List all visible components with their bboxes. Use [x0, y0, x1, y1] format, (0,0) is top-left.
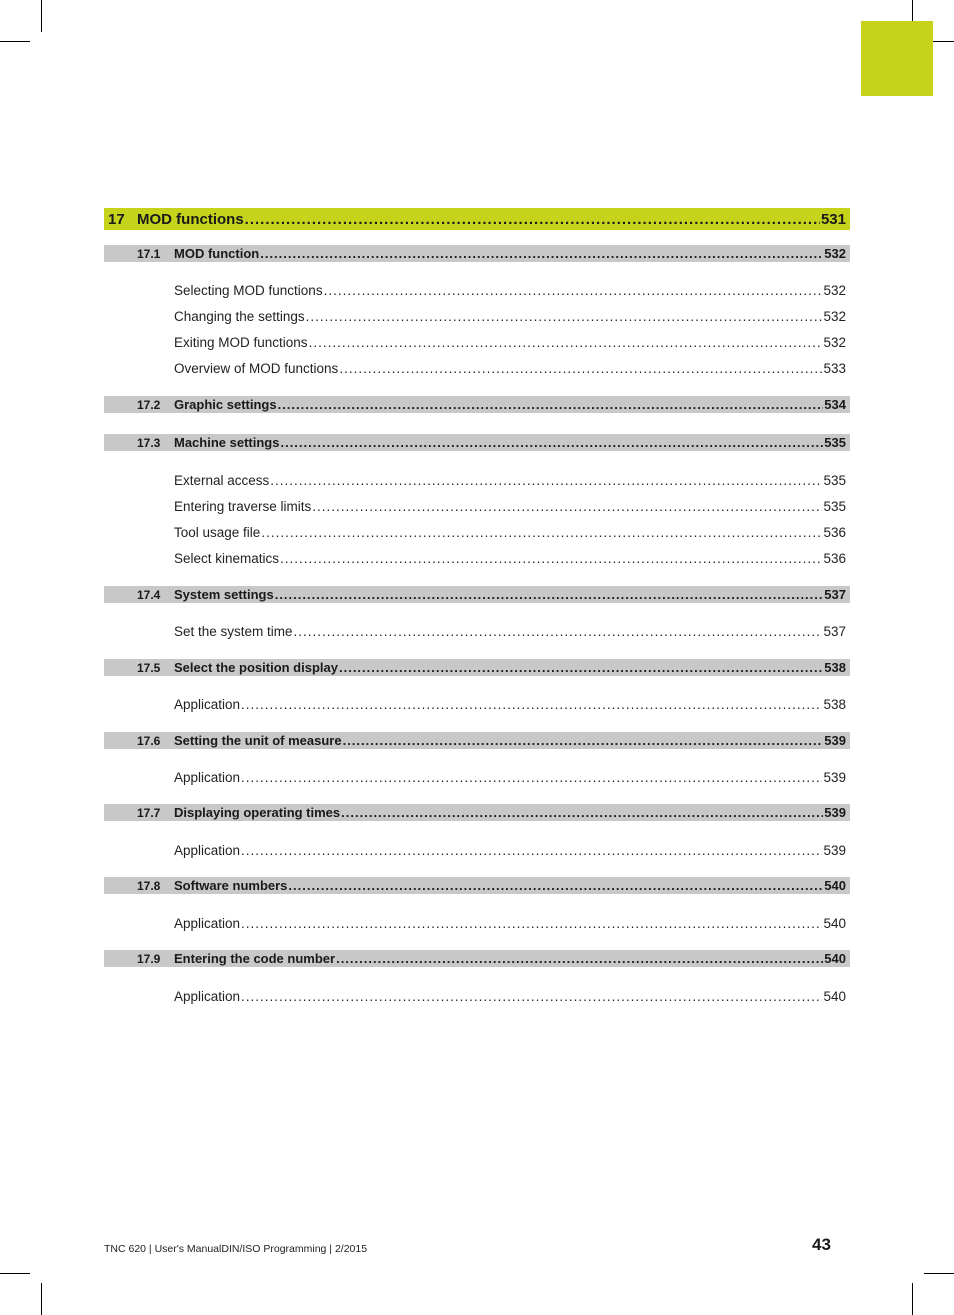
entry-page: 532	[823, 334, 846, 350]
chapter-page: 531	[820, 210, 846, 228]
entry-page: 536	[823, 550, 846, 566]
section-page: 532	[824, 246, 846, 261]
leader-dots	[270, 473, 822, 488]
toc-section-row[interactable]	[104, 659, 850, 676]
section-title: Select the position display	[174, 660, 338, 675]
section-number: 17.3	[137, 435, 161, 450]
leader-dots	[280, 435, 823, 450]
leader-dots	[339, 361, 822, 376]
toc-entry-row[interactable]	[174, 841, 846, 859]
section-title: Machine settings	[174, 435, 280, 450]
entry-title: Entering traverse limits	[174, 498, 312, 514]
entry-page: 532	[823, 308, 846, 324]
toc-entry-row[interactable]	[174, 523, 846, 541]
entry-page: 535	[823, 498, 846, 514]
crop-mark	[0, 1273, 30, 1274]
toc-entry-row[interactable]	[174, 333, 846, 351]
entry-page: 536	[823, 524, 846, 540]
chapter-tab-marker	[861, 21, 933, 96]
crop-mark	[0, 41, 30, 42]
entry-title: Application	[174, 915, 241, 931]
entry-title: Tool usage file	[174, 524, 261, 540]
toc-entry-row[interactable]	[174, 359, 846, 377]
section-page: 540	[824, 878, 846, 893]
entry-title: External access	[174, 472, 270, 488]
crop-mark	[41, 0, 42, 32]
section-number: 17.4	[137, 587, 161, 602]
leader-dots	[241, 697, 822, 712]
leader-dots	[241, 770, 822, 785]
section-title: Setting the unit of measure	[174, 733, 342, 748]
toc-chapter-row[interactable]	[104, 208, 850, 230]
entry-title: Changing the settings	[174, 308, 305, 324]
toc-entry-row[interactable]	[174, 768, 846, 786]
entry-page: 533	[823, 360, 846, 376]
section-title: Displaying operating times	[174, 805, 341, 820]
leader-dots	[241, 916, 822, 931]
entry-page: 539	[823, 769, 846, 785]
entry-title: Set the system time	[174, 623, 293, 639]
toc-entry-row[interactable]	[174, 281, 846, 299]
chapter-title: MOD functions	[137, 210, 244, 228]
toc-section-row[interactable]	[104, 804, 850, 821]
section-title: Graphic settings	[174, 397, 277, 412]
entry-page: 540	[823, 988, 846, 1004]
leader-dots	[339, 660, 823, 675]
entry-title: Selecting MOD functions	[174, 282, 323, 298]
leader-dots	[260, 246, 823, 261]
page-footer: TNC 620 | User's ManualDIN/ISO Programming | 2/2015	[104, 1243, 368, 1255]
section-page: 537	[824, 587, 846, 602]
section-number: 17.7	[137, 805, 161, 820]
leader-dots	[309, 335, 823, 350]
entry-title: Overview of MOD functions	[174, 360, 339, 376]
toc-entry-row[interactable]	[174, 471, 846, 489]
toc-entry-row[interactable]	[174, 914, 846, 932]
toc-section-row[interactable]	[104, 245, 850, 262]
toc-section-row[interactable]	[104, 434, 850, 451]
section-page: 538	[824, 660, 846, 675]
toc-section-row[interactable]	[104, 586, 850, 603]
entry-title: Application	[174, 842, 241, 858]
leader-dots	[306, 309, 823, 324]
leader-dots	[288, 878, 823, 893]
entry-title: Select kinematics	[174, 550, 280, 566]
toc-section-row[interactable]	[104, 877, 850, 894]
entry-page: 540	[823, 915, 846, 931]
toc-section-row[interactable]	[104, 950, 850, 967]
crop-mark	[41, 1283, 42, 1315]
toc-entry-row[interactable]	[174, 497, 846, 515]
leader-dots	[241, 989, 822, 1004]
leader-dots	[280, 551, 822, 566]
toc-section-row[interactable]	[104, 732, 850, 749]
section-number: 17.8	[137, 878, 161, 893]
section-number: 17.6	[137, 733, 161, 748]
crop-mark	[924, 1273, 954, 1274]
entry-title: Application	[174, 696, 241, 712]
toc-entry-row[interactable]	[174, 695, 846, 713]
leader-dots	[324, 283, 823, 298]
leader-dots	[275, 587, 824, 602]
section-number: 17.5	[137, 660, 161, 675]
entry-page: 532	[823, 282, 846, 298]
entry-title: Exiting MOD functions	[174, 334, 308, 350]
entry-page: 535	[823, 472, 846, 488]
leader-dots	[343, 733, 824, 748]
section-number: 17.9	[137, 951, 161, 966]
section-page: 534	[824, 397, 846, 412]
entry-page: 538	[823, 696, 846, 712]
chapter-number: 17	[108, 210, 125, 228]
leader-dots	[341, 805, 823, 820]
section-number: 17.1	[137, 246, 161, 261]
leader-dots	[294, 624, 823, 639]
leader-dots	[278, 397, 824, 412]
section-title: Entering the code number	[174, 951, 336, 966]
toc-entry-row[interactable]	[174, 622, 846, 640]
toc-entry-row[interactable]	[174, 987, 846, 1005]
leader-dots	[336, 951, 823, 966]
leader-dots	[261, 525, 822, 540]
section-title: System settings	[174, 587, 274, 602]
section-page: 535	[824, 435, 846, 450]
entry-page: 539	[823, 842, 846, 858]
page-number: 43	[812, 1235, 831, 1254]
crop-mark	[912, 1283, 913, 1315]
section-title: Software numbers	[174, 878, 288, 893]
section-title: MOD function	[174, 246, 260, 261]
toc-section-row[interactable]	[104, 396, 850, 413]
section-page: 539	[824, 805, 846, 820]
entry-title: Application	[174, 769, 241, 785]
section-page: 539	[824, 733, 846, 748]
leader-dots	[312, 499, 822, 514]
entry-page: 537	[823, 623, 846, 639]
section-number: 17.2	[137, 397, 161, 412]
section-page: 540	[824, 951, 846, 966]
toc-entry-row[interactable]	[174, 307, 846, 325]
entry-title: Application	[174, 988, 241, 1004]
toc-entry-row[interactable]	[174, 549, 846, 567]
leader-dots	[241, 843, 822, 858]
leader-dots	[245, 211, 820, 228]
